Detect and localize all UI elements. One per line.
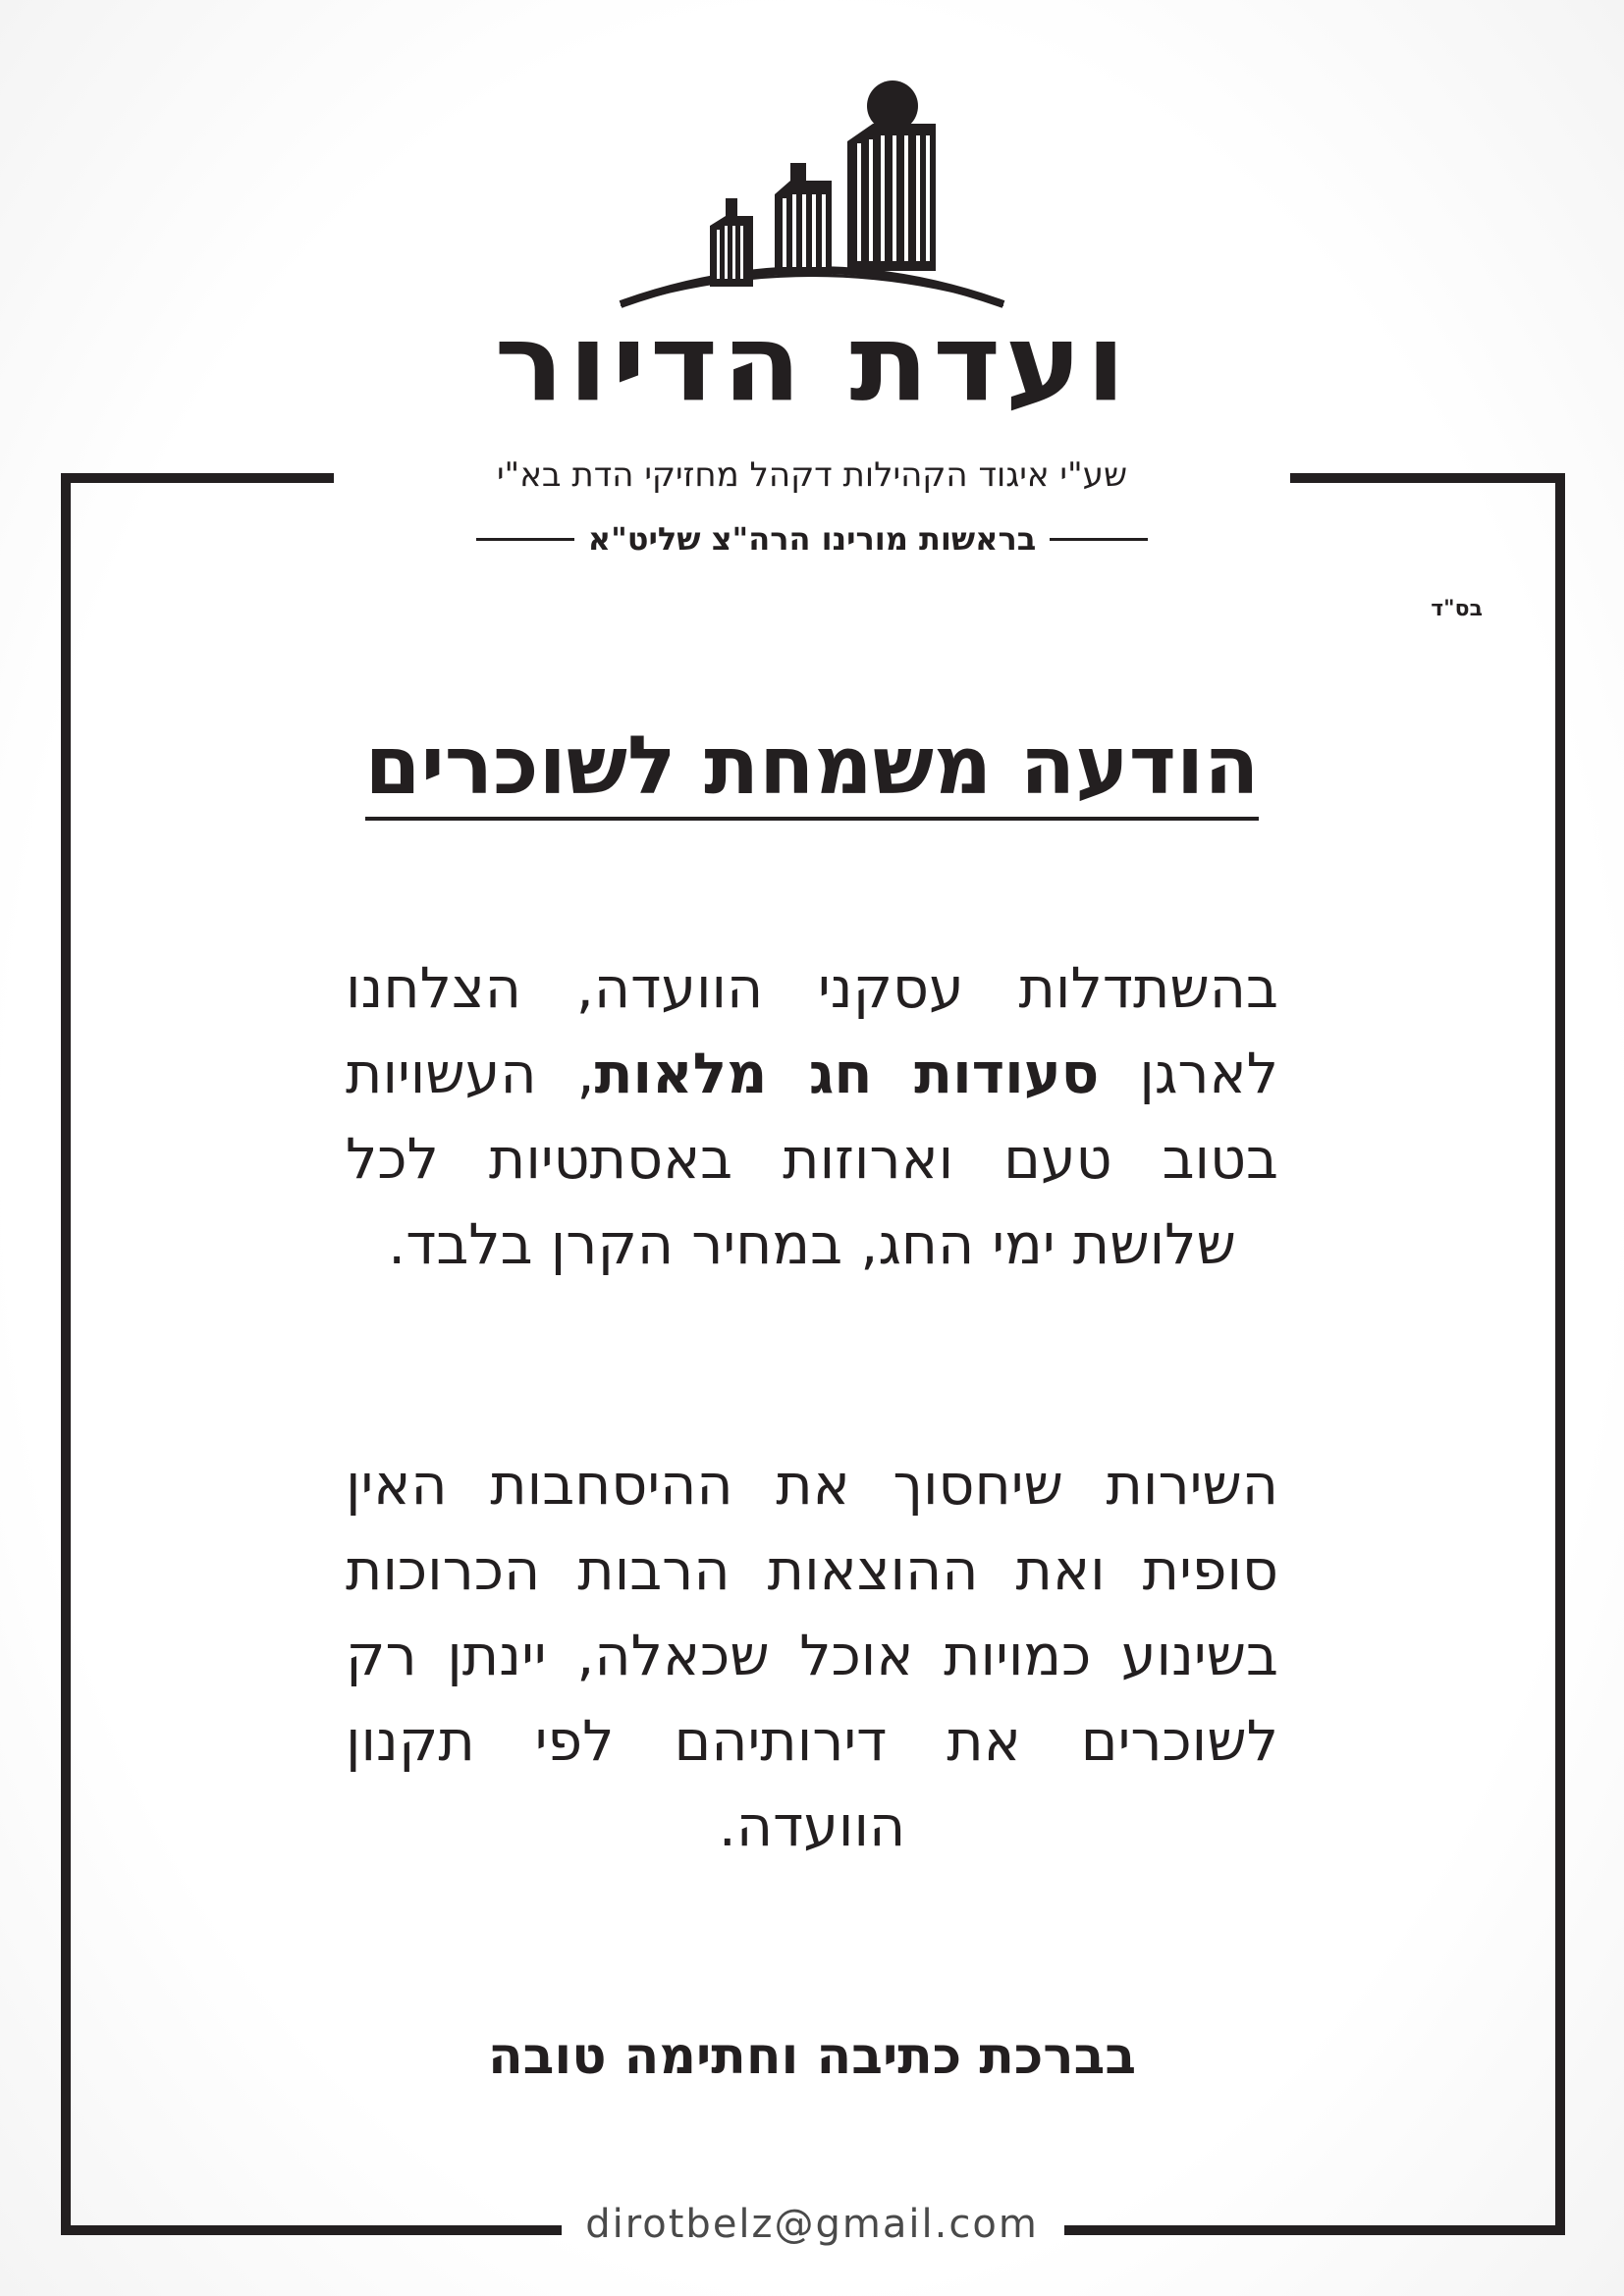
p1-before: בהשתדלות עסקני הוועדה, הצלחנו לארגן	[346, 956, 1279, 1106]
page-title-text: הודעה משמחת לשוכרים	[365, 720, 1260, 821]
leadership-line	[412, 514, 1212, 563]
frame-left	[61, 473, 71, 2235]
frame-bottom-left	[61, 2225, 562, 2235]
bsd-mark: בס"ד	[1431, 597, 1483, 621]
closing-blessing: בברכת כתיבה וחתימה טובה	[487, 2027, 1137, 2086]
contact-email[interactable]: dirotbelz@gmail.com	[585, 2202, 1039, 2247]
frame-bottom-right	[1064, 2225, 1565, 2235]
org-subtitle: שע"י איגוד הקהילות דקהל מחזיקי הדת בא"י	[496, 455, 1128, 495]
frame-top-left	[61, 473, 334, 483]
leadership-text: בראשות מורינו הרה"צ שליט"א	[587, 520, 1037, 558]
page-title	[223, 713, 1401, 821]
divider	[1050, 538, 1148, 541]
p1-after: , העשויות בטוב טעם וארוזות באסתטיות לכל שלושת ימי החג, במחיר הקרן בלבד.	[346, 1041, 1278, 1277]
p1-bold: סעודות חג מלאות	[594, 1041, 1100, 1106]
body-paragraph-2: השירות שיחסוך את ההיסחבות האין סופית ואת ההוצאות הרבות הכרוכות בשינוע כמויות אוכל שכאלה, יינתן רק לשוכרים את דירותיהם לפי תקנון הוועדה.	[346, 1453, 1278, 1859]
divider	[476, 538, 574, 541]
org-name-logotype: ועדת הדיור	[494, 300, 1130, 426]
buildings-logo-icon	[616, 79, 1008, 314]
frame-top-right	[1290, 473, 1565, 483]
body-paragraph-1	[346, 946, 1278, 1288]
frame-right	[1555, 473, 1565, 2235]
